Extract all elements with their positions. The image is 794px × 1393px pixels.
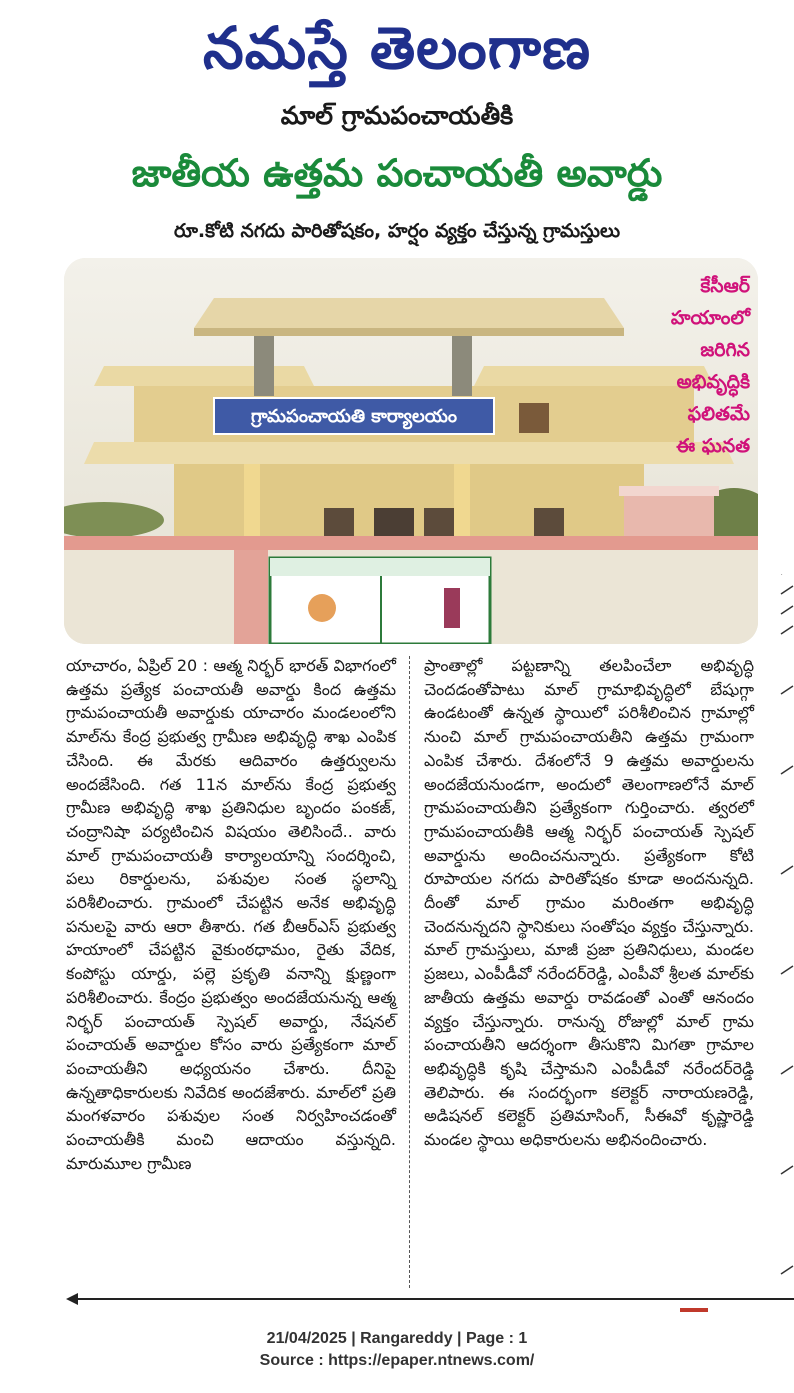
caption-line: ఫలితమే: [687, 403, 750, 425]
article-body-right: ప్రాంతాల్లో పట్టణాన్ని తలపించేలా అభివృద్ధి చెందడంతోపాటు మాల్ గ్రామాభివృద్ధిలో బేషుగ్గా ఉండటంతో ఉన్నత స్థాయిలో పరిశీలించిన గ్రామాల్లో నుంచి మాల్ గ్రామపంచాయతీని ఉత్తమ గ్రామంగా ఎంపిక చేశారు. దేశంలోనే 9 ఉత్తమ అవార్డులను అందజేయనుండగా, అందులో తెలంగాణలోనే మాల్ గ్రామపంచాయతీని ప్రత్యేకంగా గుర్తించారు. త్వరలో గ్రామపంచాయతీకి ఆత్మ నిర్భర్ పంచాయత్ స్పెషల్ అవార్డును అందించనున్నారు. ప్రత్యేకంగా కోటి రూపాయల నగదు పారితోషకం కూడా అందనున్నది. దీంతో మాల్ గ్రామం మరింతగా అభివృద్ధి చెందనున్నదని స్థానికులు సంతోషం వ్యక్తం చేస్తున్నారు. మాల్ గ్రామస్తులు, మాజీ ప్రజా ప్రతినిధులు, మండల ప్రజలు, ఎంపీడీవో నరేందర్‌రెడ్డి, ఎంపీవో శ్రీలత మాల్‌కు జాతీయ ఉత్తమ అవార్డు రావడంతో ఎంతో ఆనందం వ్యక్తం చేస్తున్నారు. రానున్న రోజుల్లో మాల్ గ్రామ పంచాయతీని ఆదర్శంగా తీసుకొని మిగతా గ్రామాల అభివృద్ధికి కృషి చేస్తామని ఎంపీడీవో నరేందర్‌రెడ్డి తెలిపారు. ఈ సందర్భంగా కలెక్టర్ నారాయణరెడ్డి, అడిషనల్ కలెక్టర్ ప్రతిమాసింగ్, సీఈవో కృష్ణారెడ్డి మండల స్థాయి అధికారులను అభినందించారు.: [424, 656, 754, 1150]
footer-date-line: 21/04/2025 | Rangareddy | Page : 1: [266, 1330, 528, 1347]
page-footer: [0, 1328, 794, 1372]
caption-line: ఈ ఘనత: [676, 435, 750, 457]
photo-caption: [630, 270, 750, 462]
caption-line: కేసీఆర్: [700, 275, 750, 297]
article-subhead: రూ.కోటి నగదు పారితోషకం, హర్షం వ్యక్తం చేస్తున్న గ్రామస్తులు: [173, 220, 621, 242]
column-divider: [409, 656, 410, 1288]
office-sign: గ్రామపంచాయతి కార్యాలయం: [250, 406, 458, 427]
article-body-left: యాచారం, ఏప్రిల్ 20 : ఆత్మ నిర్భర్ భారత్ విభాగంలో ఉత్తమ ప్రత్యేక పంచాయతీ అవార్డు కింద ఉత్తమ గ్రామపంచాయతీ అవార్డుకు యాచారం మండలంలోని మాల్‌ను కేంద్ర ప్రభుత్వ గ్రామీణ అభివృద్ధి శాఖ ఎంపిక చేసింది. ఈ మేరకు ఆదివారం ఉత్తర్వులను అందజేసింది. గత 11న మాల్‌ను కేంద్ర ప్రభుత్వ గ్రామీణ అభివృద్ధి శాఖ ప్రతినిధుల బృందం పంకజ్, చంద్రానిషా పర్యటించిన విషయం తెలిసిందే.. వారు మాల్ గ్రామపంచాయతీ కార్యాలయాన్ని సందర్శించి, పలు రికార్డులను, పశువుల సంత స్థలాన్ని పరిశీలించారు. గ్రామంలో చేపట్టిన అనేక అభివృద్ధి పనులపై వారు ఆరా తీశారు. గత బీఆర్‌ఎస్ ప్రభుత్వ హయాంలో చేపట్టిన వైకుంఠధామం, రైతు వేదిక, కంపోస్టు యార్డు, పల్లె ప్రకృతి వనాన్ని క్షుణ్ణంగా పరిశీలించారు. కేంద్రం ప్రభుత్వం అందజేయనున్న ఆత్మ నిర్భర్ పంచాయత్ స్పెషల్ అవార్డు, నేషనల్ పంచాయత్ అవార్డుల కోసం వారు ప్రత్యేకంగా మాల్ పంచాయతీని అధ్యయనం చేశారు. దీనిపై ఉన్నతాధికారులకు నివేదిక అందజేశారు. మాల్‌లో ప్రతి మంగళవారం పశువుల సంత నిర్వహించడంతో పంచాయతీకి మంచి ఆదాయం వస్తున్నది. మారుమూల గ్రామీణ: [66, 656, 396, 1173]
masthead: నమస్తే తెలంగాణ: [203, 14, 591, 82]
caption-line: హయాంలో: [670, 307, 750, 329]
caption-line: జరిగిన: [700, 339, 750, 361]
page-edge-marks: [779, 574, 794, 1284]
arrow-left-icon: [66, 1293, 78, 1305]
caption-line: అభివృద్ధికి: [676, 371, 750, 393]
article-headline: జాతీయ ఉత్తమ పంచాయతీ అవార్డు: [131, 151, 663, 195]
article-kicker: మాల్ గ్రామపంచాయతీకి: [280, 101, 514, 130]
article-photo: [64, 258, 758, 644]
footer-source-line: Source : https://epaper.ntnews.com/: [259, 1352, 535, 1369]
page-arrow-line: [70, 1298, 794, 1300]
red-marker: [680, 1308, 708, 1312]
